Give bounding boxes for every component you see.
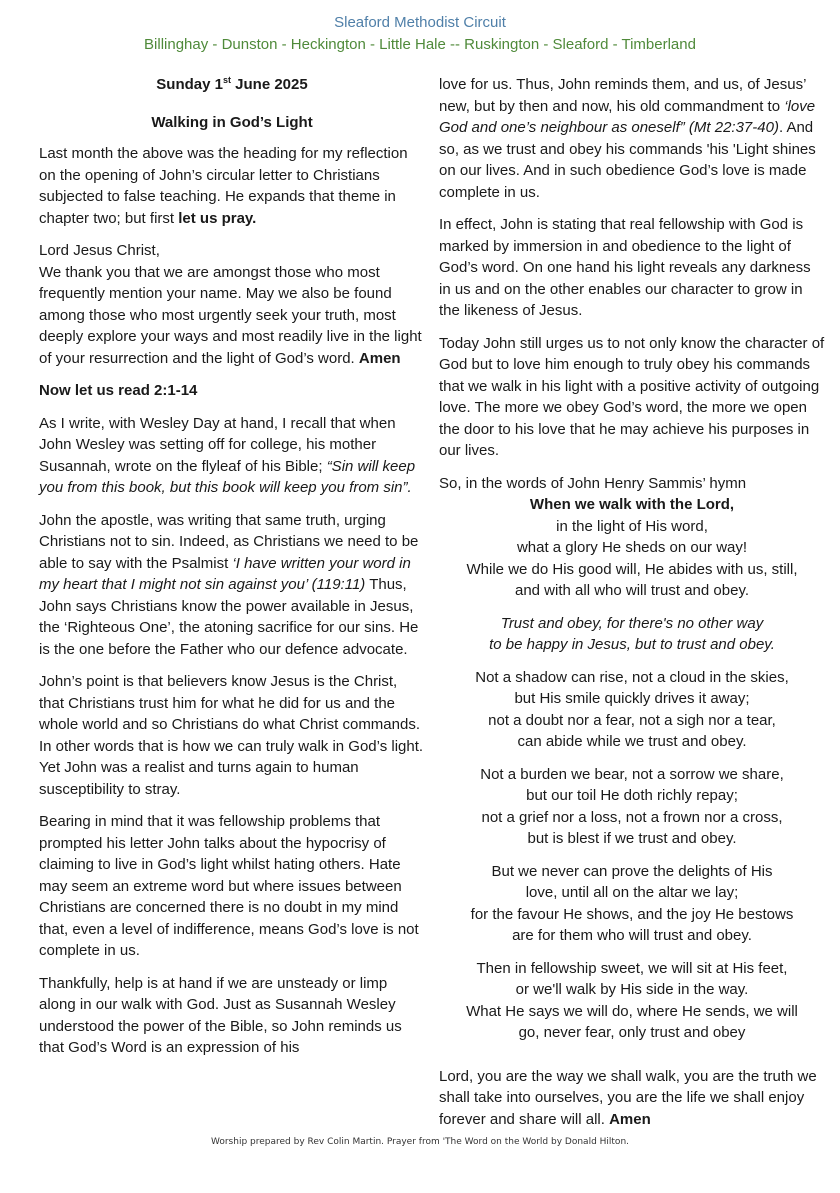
prayer-amen: Amen (358, 349, 401, 367)
hymn-verse-3 (439, 764, 825, 850)
hymn-verse-5 (439, 958, 825, 1044)
date-month-year: June 2025 (230, 76, 308, 93)
hymn-verse-4 (439, 861, 825, 947)
circuit-places: Billinghay - Dunston - Heckington - Little Hale -- Ruskington - Sleaford - Timberland (144, 36, 696, 53)
hymn-line: go, never fear, only trust and obey (518, 1024, 746, 1041)
page-header (0, 12, 840, 56)
date-day: Sunday 1 (156, 76, 223, 93)
reading-reference: Now let us read 2:1-14 (39, 382, 198, 399)
hymn-first-line: When we walk with the Lord, (529, 496, 735, 513)
opening-prayer (39, 240, 425, 369)
hymn-line: While we do His good will, He abides with us, still, (466, 560, 798, 578)
wesley-text: As I write, with Wesley Day at hand, I recall that when John Wesley was setting off for college, his mother Susannah, wrote on the flyleaf of his Bible; (39, 414, 396, 475)
hymn-line: Trust and obey, for there's no other way (500, 614, 764, 632)
hymn-line: not a grief nor a loss, not a frown nor a cross, (481, 808, 783, 826)
apostle-paragraph (39, 510, 425, 661)
hymn-line: to be happy in Jesus, but to trust and obey. (489, 636, 775, 653)
hymn-verse-2 (439, 667, 825, 753)
hymn-line: can abide while we trust and obey. (517, 733, 747, 750)
circuit-title: Sleaford Methodist Circuit (334, 14, 506, 31)
thankfully-paragraph: Thankfully, help is at hand if we are unsteady or limp along in our walk with God. Just as Susannah Wesley understood the power of the Bible, so John reminds us that God’s Word is an expression of his (39, 974, 402, 1056)
hymn-line: Then in fellowship sweet, we will sit at His feet, (476, 959, 788, 977)
apostle-text-a: John the apostle, was writing that same truth, urging Christians not to sin. Indeed, as Christians we need to be able to say with the Psalmist (39, 511, 419, 572)
left-column (39, 70, 425, 1070)
closing-prayer (439, 1066, 825, 1131)
date-ordinal: st (222, 75, 231, 85)
psalm-quote: ‘I have written your word in my heart that I might not sin against you’ (119:11) (39, 554, 411, 593)
hymn-line: not a doubt nor a fear, not a sigh nor a tear, (488, 711, 776, 729)
hymn-line: What He says we will do, where He sends, we will (466, 1002, 798, 1020)
apostle-text-b: Thus, John says Christians know the power available in Jesus, the ‘Righteous One’, the atoning sacrifice for our sins. He is the one before the Father who our defence advocate. (39, 576, 419, 658)
hymn-line: But we never can prove the delights of His (491, 862, 773, 880)
prayer-text: We thank you that we are amongst those who most frequently mention your name. May we also be found among those who most urgently seek your truth, most deeply explore your ways and most readily live in the light of your resurrection and the light of God’s word. (39, 263, 422, 367)
hymn-line: Not a burden we bear, not a sorrow we share, (480, 765, 784, 783)
right-column (439, 74, 825, 1141)
commandment-text-a: love for us. Thus, John reminds them, and us, of Jesus’ new, but by then and now, his old commandment to (439, 76, 806, 115)
fellowship-paragraph: Bearing in mind that it was fellowship problems that prompted his letter John talks about the hypocrisy of claiming to live in God’s light whilst hating others. Hate may seem an extreme word but where issues between Christians are concerned there is no doubt in my mind that, even a level of indifference, means God’s love is not complete in us. (39, 813, 419, 959)
intro-paragraph (39, 143, 425, 229)
hymn-line: Not a shadow can rise, not a cloud in the skies, (475, 668, 789, 686)
prayer-address: Lord Jesus Christ, (39, 242, 160, 259)
commandment-paragraph (439, 74, 825, 203)
hymn-chorus (439, 613, 825, 656)
today-paragraph: Today John still urges us to not only know the character of God but to love him enough to truly obey his commands that we walk in his light with a positive activity of outgoing love. The more we obey God’s word, the more we open the door to his love that he may achieve his purposes in our lives. (439, 334, 825, 459)
commandment-quote: ‘love God and one’s neighbour as oneself” (Mt 22:37-40) (439, 97, 816, 136)
hymn-line: but His smile quickly drives it away; (514, 690, 750, 707)
hymn-line: for the favour He shows, and the joy He bestows (470, 905, 794, 923)
service-date (39, 70, 425, 96)
closing-amen: Amen (609, 1110, 651, 1128)
in-effect-paragraph: In effect, John is stating that real fellowship with God is marked by immersion in and obedience to the light of God’s word. On one hand his light reveals any darkness in us and on the other enables our character to grow in the likeness of Jesus. (439, 216, 811, 319)
johns-point-paragraph: John’s point is that believers know Jesus is the Christ, that Christians trust him for what he did for us and the whole world and so Christians do what Christ commands. In other words that is how we can truly walk in God’s light. Yet John was a realist and turns again to human susceptibility to stray. (39, 673, 424, 798)
hymn-line: what a glory He sheds on our way! (516, 539, 748, 556)
closing-text: Lord, you are the way we shall walk, you are the truth we shall take into ourselves, you are the life we shall enjoy forever and share will all. (439, 1067, 817, 1128)
hymn-line: are for them who will trust and obey. (512, 927, 752, 944)
hymn-line: love, until all on the altar we lay; (525, 884, 739, 901)
hymn-line: and with all who will trust and obey. (514, 582, 749, 599)
intro-bold: let us pray. (178, 209, 257, 227)
footer-credit: Worship prepared by Rev Colin Martin. Prayer from 'The Word on the World by Donald Hilton. (210, 1137, 630, 1147)
hymn-line: or we'll walk by His side in the way. (515, 981, 749, 998)
wesley-paragraph (39, 413, 425, 499)
hymn-verse-1 (439, 494, 825, 602)
hymn-intro: So, in the words of John Henry Sammis’ hymn (439, 474, 747, 492)
hymn-line: but our toil He doth richly repay; (526, 787, 738, 804)
intro-text: Last month the above was the heading for my reflection on the opening of John’s circular letter to Christians subjected to false teaching. He expands that theme in chapter two; but first (39, 145, 408, 227)
wesley-quote: “Sin will keep you from this book, but this book will keep you from sin”. (39, 457, 416, 496)
sermon-title: Walking in God’s Light (151, 113, 313, 131)
commandment-text-b: . And so, as we trust and obey his commands 'his 'Light shines on our lives. And in such obedience God’s love is made complete in us. (439, 119, 816, 201)
hymn-line: in the light of His word, (556, 517, 708, 535)
hymn-line: but is blest if we trust and obey. (527, 830, 737, 847)
